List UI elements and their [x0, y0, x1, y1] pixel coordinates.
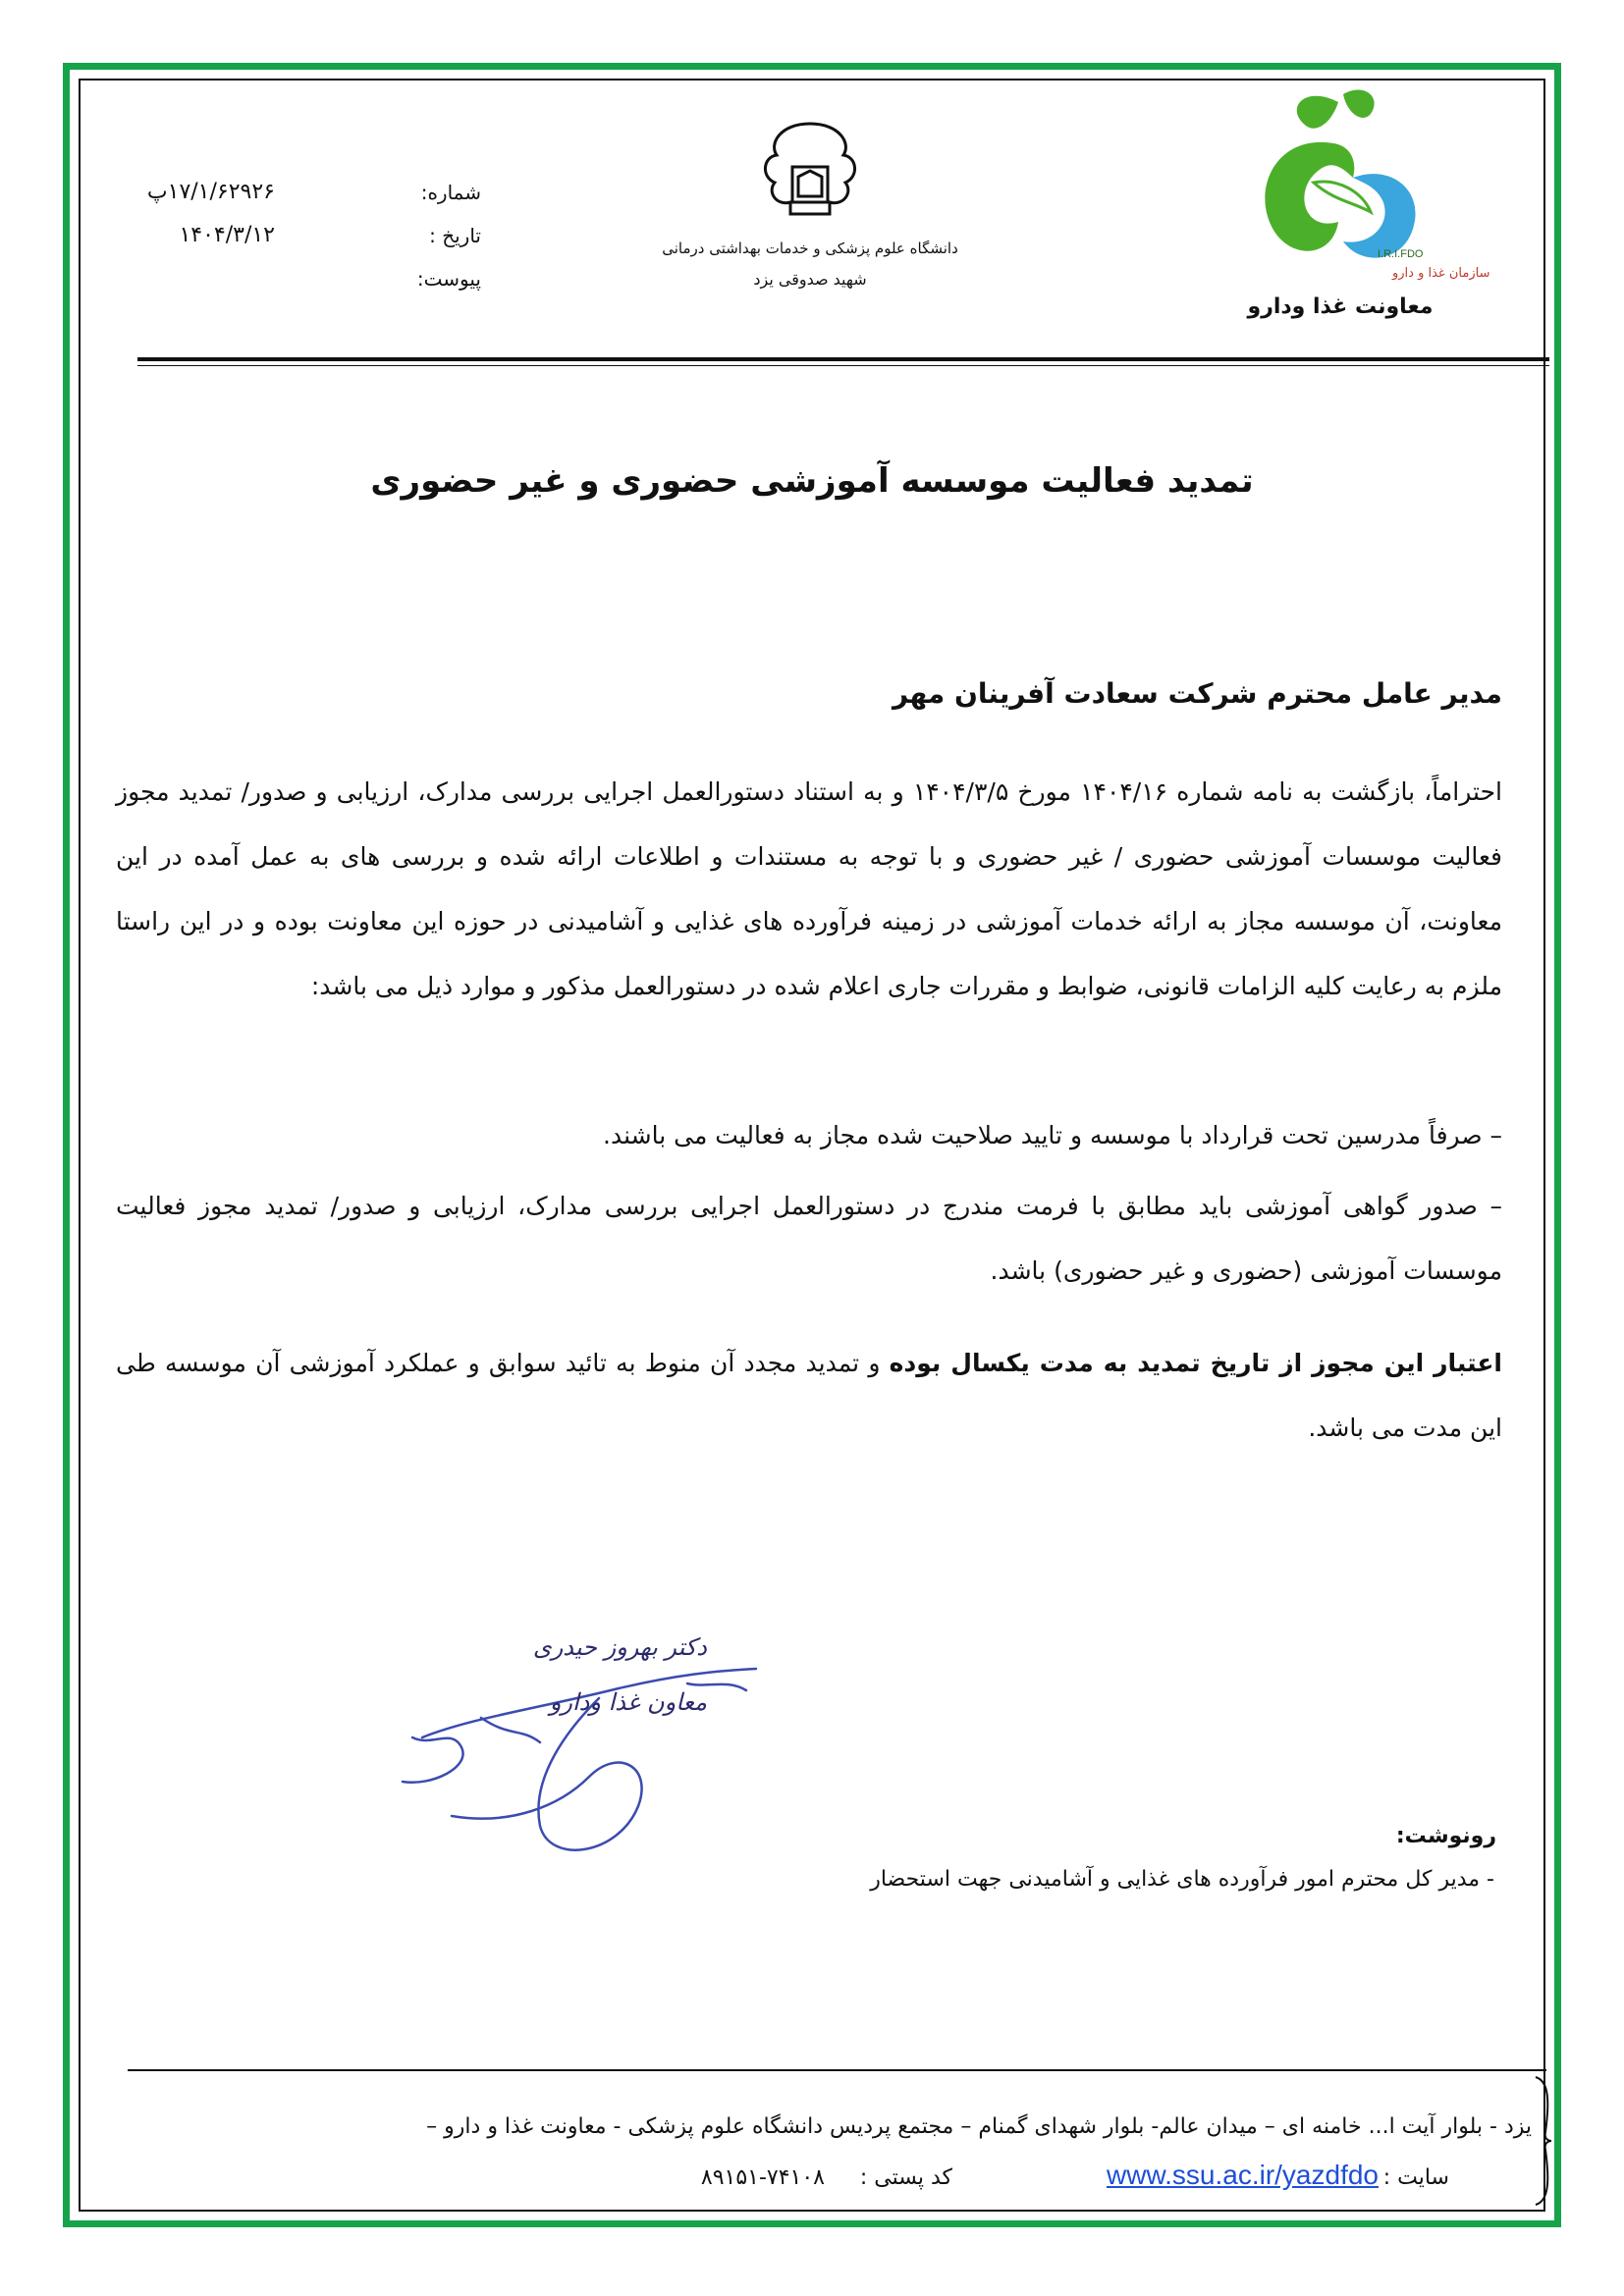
- letter-meta-labels: [373, 171, 481, 300]
- university-name-line2: شهید صدوقی یزد: [753, 270, 867, 289]
- fdo-org-name: سازمان غذا و دارو: [1392, 266, 1490, 281]
- footer-brace: [1532, 2073, 1555, 2209]
- fdo-abbrev: I.R.I.FDO: [1378, 248, 1424, 260]
- fdo-logo: [1245, 84, 1490, 286]
- date-label: تاریخ :: [429, 224, 481, 247]
- university-logo: [662, 116, 958, 312]
- body-paragraph-1: احتراماً، بازگشت به نامه شماره ۱۴۰۴/۱۶ مورخ ۱۴۰۴/۳/۵ و به استناد دستورالعمل اجرایی بررسی مدارک، ارزیابی و صدور/ تمدید مجوز فعالیت موسسات آموزشی حضوری / غیر حضوری و با توجه به مستندات و اطلاعات ارائه شده و بررسی های به عمل آمده در این معاونت، آن موسسه مجاز به ارائه خدمات آموزشی در زمینه فرآورده های غذایی و آشامیدنی در حوزه این معاونت بوده و در این راستا ملزم به رعایت کلیه الزامات قانونی، ضوابط و مقررات جاری اعلام شده در دستورالعمل مذکور و موارد ذیل می باشد:: [116, 777, 1502, 1000]
- letter-number: ۱۷/۱/۶۲۹۲۶پ: [146, 180, 275, 204]
- university-name-line1: دانشگاه علوم پزشکی و خدمات بهداشتی درمانی: [662, 240, 958, 257]
- validity-rest-text: و تمدید مجدد آن منوط به تائید سوابق و عملکرد آموزشی آن موسسه طی این مدت می باشد.: [116, 1349, 1502, 1442]
- header-divider-thin: [137, 365, 1549, 366]
- footer-address: یزد - بلوار آیت ا... خامنه ای – میدان عالم- بلوار شهدای گمنام – مجتمع پردیس دانشگاه علوم پزشکی - معاونت غذا و دارو –: [426, 2114, 1532, 2139]
- bullet-item-1: – صرفاً مدرسین تحت قرارداد با موسسه و تایید صلاحیت شده مجاز به فعالیت می باشند.: [603, 1121, 1502, 1149]
- footer-divider: [128, 2069, 1546, 2071]
- site-link[interactable]: www.ssu.ac.ir/yazdfdo: [1107, 2160, 1379, 2190]
- signatory-name: دکتر بهروز حیدری: [532, 1633, 707, 1661]
- header-divider-thick: [137, 357, 1549, 361]
- signatory-position: معاون غذا ودارو: [549, 1688, 707, 1716]
- bullet-item-2: – صدور گواهی آموزشی باید مطابق با فرمت مندرج در دستورالعمل اجرایی بررسی مدارک، ارزیابی و صدور/ تمدید مجوز فعالیت موسسات آموزشی (حضوری و غیر حضوری) باشد.: [116, 1192, 1502, 1285]
- footer-contact-row: [118, 2120, 1532, 2190]
- attachment-label: پیوست:: [416, 267, 481, 291]
- postal-code-label: کد پستی :: [859, 2165, 952, 2190]
- site-label: سایت :: [1382, 2165, 1449, 2190]
- fdo-caption: معاونت غذا ودارو: [1247, 294, 1434, 319]
- cc-recipient: - مدیر کل محترم امور فرآورده های غذایی و آشامیدنی جهت استحضار: [870, 1867, 1494, 1892]
- postal-code: ۸۹۱۵۱-۷۴۱۰۸: [700, 2165, 825, 2190]
- validity-bold-text: اعتبار این مجوز از تاریخ تمدید به مدت یکسال بوده: [889, 1349, 1502, 1377]
- letter-title: تمدید فعالیت موسسه آموزشی حضوری و غیر حضوری: [370, 461, 1254, 501]
- number-label: شماره:: [420, 181, 481, 204]
- letter-meta-values: [88, 171, 275, 257]
- signature-block: [501, 1620, 707, 1730]
- addressee: مدیر عامل محترم شرکت سعادت آفرینان مهر: [893, 677, 1502, 710]
- body-paragraph-2: [116, 1331, 1502, 1461]
- cc-label: رونوشت:: [1395, 1824, 1496, 1848]
- letter-date: ۱۴۰۴/۳/۱۲: [179, 223, 275, 247]
